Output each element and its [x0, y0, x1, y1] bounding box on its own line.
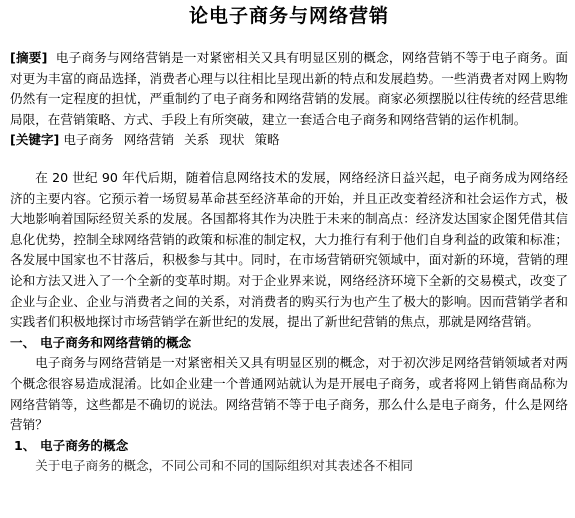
keywords-line: [10, 130, 568, 151]
section-title: 电子商务和网络营销的概念: [40, 334, 192, 350]
section-heading: [10, 333, 568, 354]
subsection-number: 1、: [14, 437, 36, 453]
abstract-text: 电子商务与网络营销是一对紧密相关又具有明显区别的概念，网络营销不等于电子商务。面对更为丰富的商品选择，消费者心理与以往相比呈现出新的特点和发展趋势。一些消费者对网上购物仍然有一定程度的担忧，严重制约了电子商务和网络营销的发展。商家必须摆脱以往传统的经营思维局限，在营销策略、方式、手段上有所突破，建立一套适合电子商务和网络营销的运作机制。: [10, 50, 569, 127]
keyword: 关系: [184, 132, 210, 148]
section-number: 一、: [10, 334, 36, 350]
keyword: 现状: [219, 132, 245, 148]
intro-paragraph: 在 20 世纪 90 年代后期，随着信息网络技术的发展，网络经济日益兴起，电子商务成为网络经济的主要内容。它预示着一场贸易革命甚至经济革命的开始，并且正改变着经济和社会运作方式，极大地影响着国际经贸关系的发展。各国都将其作为决胜于未来的制高点：经济发达国家企图凭借其信息化优势，控制全球网络营销的政策和标准的制定权，大力推行有利于他们自身利益的政策和标准；各发展中国家也不甘落后，积极参与其中。同时，在市场营销研究领域中，面对新的环境，营销的理论和方法又进入了一个全新的变革时期。对于企业界来说，网络经济环境下全新的交易模式，改变了企业与企业、企业与消费者之间的关系，对消费者的购买行为也产生了极大的影响。因而营销学者和实践者们积极地探讨市场营销学在新世纪的发展，提出了新世纪营销的焦点，那就是网络营销。: [10, 169, 568, 330]
subsection-heading: [14, 436, 568, 457]
keyword: 策略: [254, 132, 280, 148]
keywords-tag: [关键字]: [10, 132, 60, 148]
subsection-title: 电子商务的概念: [40, 437, 129, 453]
document-title: 论电子商务与网络营销: [188, 5, 389, 27]
keyword: 电子商务: [63, 132, 114, 148]
keyword: 网络营销: [123, 132, 175, 148]
section-paragraph: 电子商务与网络营销是一对紧密相关又具有明显区别的概念，对于初次涉足网络营销领域者对两个概念很容易造成混淆。比如企业建一个普通网站就认为是开展电子商务，或者将网上销售商品称为网络营销等，这些都是不确切的说法。网络营销不等于电子商务，那么什么是电子商务，什么是网络营销？: [10, 355, 568, 433]
cutoff-paragraph: 关于电子商务的概念，不同公司和不同的国际组织对其表述各不相同: [35, 458, 413, 474]
abstract-tag: [摘要]: [10, 50, 48, 65]
document-page: [0, 4, 575, 518]
abstract: [10, 48, 568, 130]
